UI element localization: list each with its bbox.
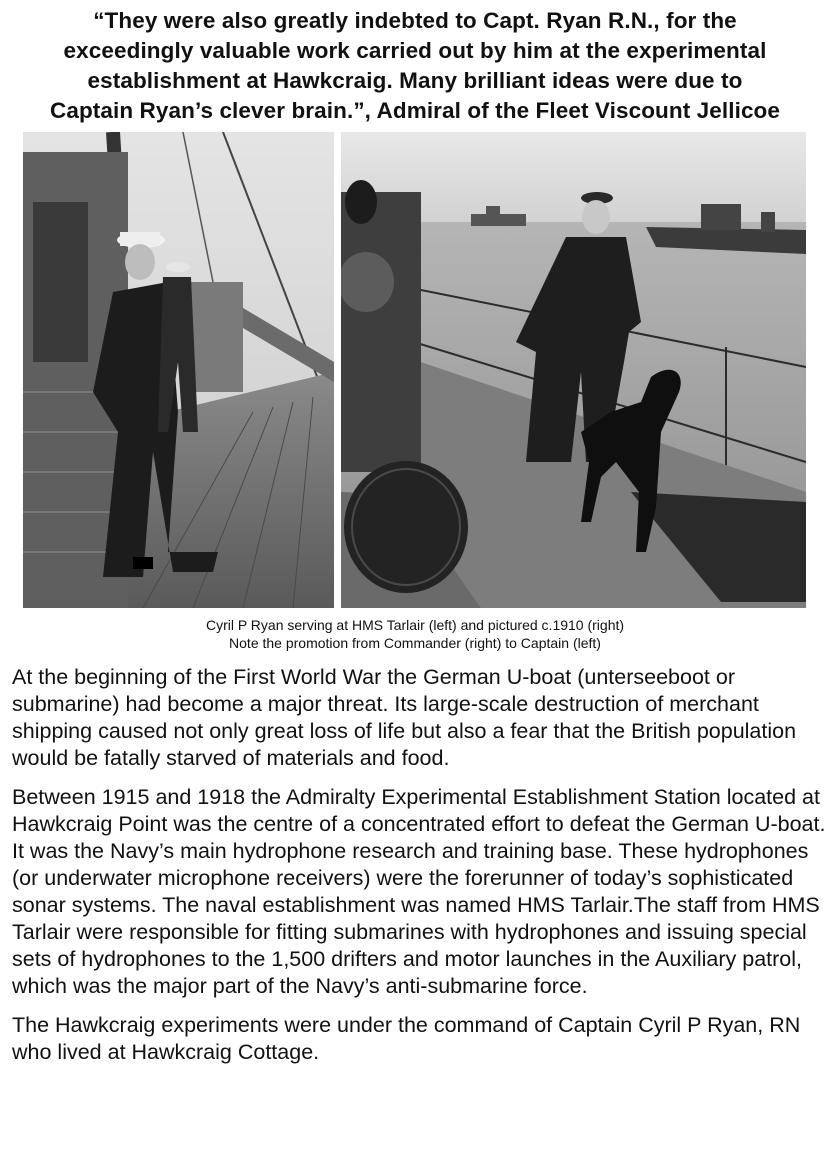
paragraph-hydrophone-station: Between 1915 and 1918 the Admiralty Experimental Establishment Station located at Hawkcraig Point was the centre of a concentrated effort to defeat the German U-boat. It was the Navy’s main hydrophone research and training base. These hydrophones (or underwater microphone receivers) were the forerunner of today’s sophisticated sonar systems. The naval establishment was named HMS Tarlair.The staff from HMS Tarlair were responsible for fitting submarines with hydrophones and issuing special sets of hydrophones to the 1,500 drifters and motor launches in the Auxiliary patrol, which was the major part of the Navy’s anti-submarine force. xyxy=(12,785,826,998)
paragraph-uboat-threat: At the beginning of the First World War the German U-boat (unterseeboot or submarine) had become a major threat. Its large-scale destruction of merchant shipping caused not only great loss of life but also a fear that the British population would be fatally starved of materials and food. xyxy=(12,665,797,770)
photo-right-dog xyxy=(341,132,806,608)
photo-pair xyxy=(23,132,806,608)
quote-line-2: exceedingly valuable work carried out by him at the experimental xyxy=(63,38,767,63)
article-body xyxy=(12,664,827,1078)
quote-line-1: “They were also greatly indebted to Capt. Ryan R.N., for the xyxy=(93,8,737,33)
quote-line-3: establishment at Hawkcraig. Many brilliant ideas were due to xyxy=(87,68,743,93)
photo-icon xyxy=(23,132,334,608)
photo-left-deck xyxy=(23,132,334,608)
quote-block xyxy=(0,6,830,126)
paragraph-captain-ryan: The Hawkcraig experiments were under the command of Captain Cyril P Ryan, RN who lived at Hawkcraig Cottage. xyxy=(12,1013,801,1064)
caption-line-2: Note the promotion from Commander (right) to Captain (left) xyxy=(229,635,601,651)
caption-line-1: Cyril P Ryan serving at HMS Tarlair (left) and pictured c.1910 (right) xyxy=(205,617,625,633)
photo-icon xyxy=(341,132,806,608)
photo-caption xyxy=(0,616,830,652)
quote-line-4: Captain Ryan’s clever brain.”, Admiral of the Fleet Viscount Jellicoe xyxy=(49,98,781,123)
